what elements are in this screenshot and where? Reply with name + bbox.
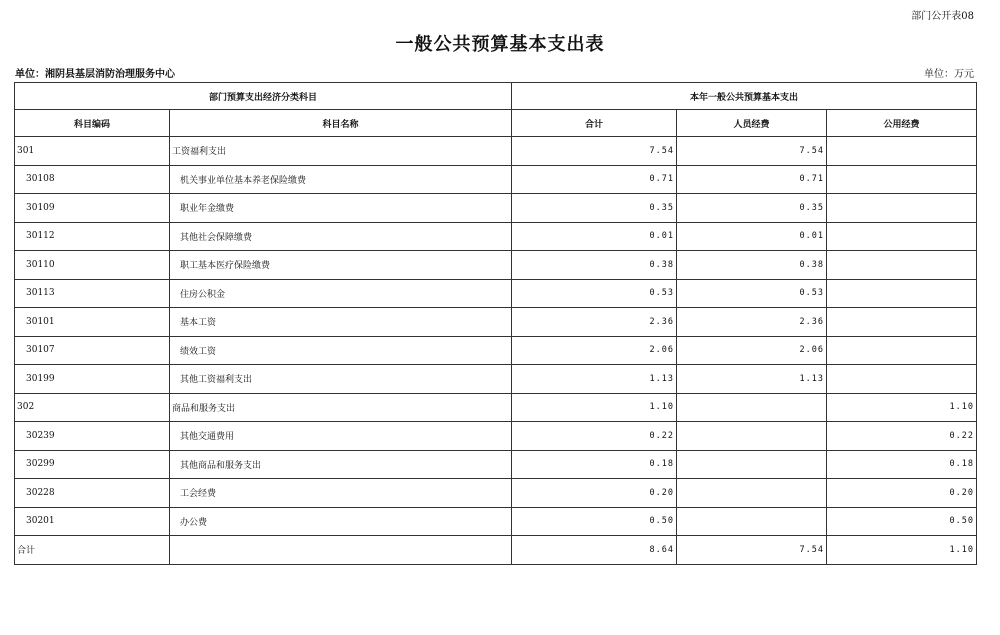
- table-row: [15, 222, 977, 251]
- column-header-name: 科目名称: [170, 110, 512, 137]
- cell-code: 30101: [15, 308, 170, 337]
- cell-personnel: 2.06: [677, 336, 827, 365]
- cell-personnel: 0.53: [677, 279, 827, 308]
- cell-public: 0.22: [827, 422, 977, 451]
- cell-public: [827, 137, 977, 166]
- cell-code: 30112: [15, 222, 170, 251]
- cell-public: 0.18: [827, 450, 977, 479]
- table-row: [15, 393, 977, 422]
- cell-public: [827, 251, 977, 280]
- cell-total: 1.13: [512, 365, 677, 394]
- cell-name: 其他工资福利支出: [170, 365, 512, 394]
- header-group-row: [15, 83, 977, 110]
- cell-total: 2.36: [512, 308, 677, 337]
- cell-code: 30109: [15, 194, 170, 223]
- cell-personnel: 0.01: [677, 222, 827, 251]
- page-title: 一般公共预算基本支出表: [395, 34, 605, 55]
- cell-code: 30110: [15, 251, 170, 280]
- table-row: [15, 251, 977, 280]
- cell-total: 0.53: [512, 279, 677, 308]
- table-row: [15, 479, 977, 508]
- cell-total: 8.64: [512, 536, 677, 565]
- cell-personnel: [677, 507, 827, 536]
- cell-public: [827, 279, 977, 308]
- cell-public: [827, 165, 977, 194]
- cell-total: 7.54: [512, 137, 677, 166]
- cell-name: 其他交通费用: [170, 422, 512, 451]
- table-row: [15, 165, 977, 194]
- cell-total: 0.71: [512, 165, 677, 194]
- cell-name: 绩效工资: [170, 336, 512, 365]
- cell-personnel: [677, 479, 827, 508]
- cell-code: 30228: [15, 479, 170, 508]
- table-row: [15, 137, 977, 166]
- table-row: [15, 194, 977, 223]
- form-number: 部门公开表08: [911, 11, 974, 22]
- cell-public: 0.20: [827, 479, 977, 508]
- cell-name: 职工基本医疗保险缴费: [170, 251, 512, 280]
- cell-code: 30108: [15, 165, 170, 194]
- cell-total: 1.10: [512, 393, 677, 422]
- cell-public: 1.10: [827, 536, 977, 565]
- cell-public: 1.10: [827, 393, 977, 422]
- cell-total: 0.35: [512, 194, 677, 223]
- table-row: [15, 308, 977, 337]
- cell-code: 合计: [15, 536, 170, 565]
- cell-code: 30199: [15, 365, 170, 394]
- cell-name: 商品和服务支出: [170, 393, 512, 422]
- currency-unit: 单位：万元: [924, 69, 974, 80]
- cell-personnel: 2.36: [677, 308, 827, 337]
- cell-name: 职业年金缴费: [170, 194, 512, 223]
- table-row: [15, 365, 977, 394]
- cell-name: 基本工资: [170, 308, 512, 337]
- column-header-code: 科目编码: [15, 110, 170, 137]
- header-column-row: [15, 110, 977, 137]
- cell-total: 0.50: [512, 507, 677, 536]
- cell-code: 30239: [15, 422, 170, 451]
- cell-name: 办公费: [170, 507, 512, 536]
- cell-personnel: 7.54: [677, 536, 827, 565]
- cell-personnel: 7.54: [677, 137, 827, 166]
- table-row: [15, 422, 977, 451]
- cell-name: 其他社会保障缴费: [170, 222, 512, 251]
- cell-public: [827, 336, 977, 365]
- cell-code: 30299: [15, 450, 170, 479]
- cell-name: 机关事业单位基本养老保险缴费: [170, 165, 512, 194]
- cell-personnel: 0.71: [677, 165, 827, 194]
- total-row: [15, 536, 977, 565]
- cell-public: [827, 222, 977, 251]
- budget-table: [14, 82, 977, 565]
- cell-code: 30113: [15, 279, 170, 308]
- cell-personnel: [677, 393, 827, 422]
- table-row: [15, 279, 977, 308]
- cell-total: 2.06: [512, 336, 677, 365]
- group-header-economic-class: 部门预算支出经济分类科目: [15, 83, 512, 110]
- cell-total: 0.38: [512, 251, 677, 280]
- cell-total: 0.01: [512, 222, 677, 251]
- column-header-public: 公用经费: [827, 110, 977, 137]
- cell-personnel: [677, 450, 827, 479]
- unit-name: 单位：湘阴县基层消防治理服务中心: [15, 69, 175, 80]
- table-row: [15, 450, 977, 479]
- cell-public: [827, 308, 977, 337]
- cell-personnel: 0.35: [677, 194, 827, 223]
- cell-name: [170, 536, 512, 565]
- cell-total: 0.20: [512, 479, 677, 508]
- cell-personnel: 0.38: [677, 251, 827, 280]
- cell-personnel: [677, 422, 827, 451]
- cell-code: 30107: [15, 336, 170, 365]
- cell-name: 住房公积金: [170, 279, 512, 308]
- column-header-personnel: 人员经费: [677, 110, 827, 137]
- cell-public: [827, 365, 977, 394]
- cell-code: 301: [15, 137, 170, 166]
- table-row: [15, 507, 977, 536]
- cell-personnel: 1.13: [677, 365, 827, 394]
- cell-code: 302: [15, 393, 170, 422]
- cell-total: 0.22: [512, 422, 677, 451]
- cell-public: [827, 194, 977, 223]
- cell-total: 0.18: [512, 450, 677, 479]
- cell-name: 其他商品和服务支出: [170, 450, 512, 479]
- cell-name: 工会经费: [170, 479, 512, 508]
- group-header-basic-expenditure: 本年一般公共预算基本支出: [512, 83, 977, 110]
- cell-name: 工资福利支出: [170, 137, 512, 166]
- table-row: [15, 336, 977, 365]
- cell-code: 30201: [15, 507, 170, 536]
- column-header-total: 合计: [512, 110, 677, 137]
- cell-public: 0.50: [827, 507, 977, 536]
